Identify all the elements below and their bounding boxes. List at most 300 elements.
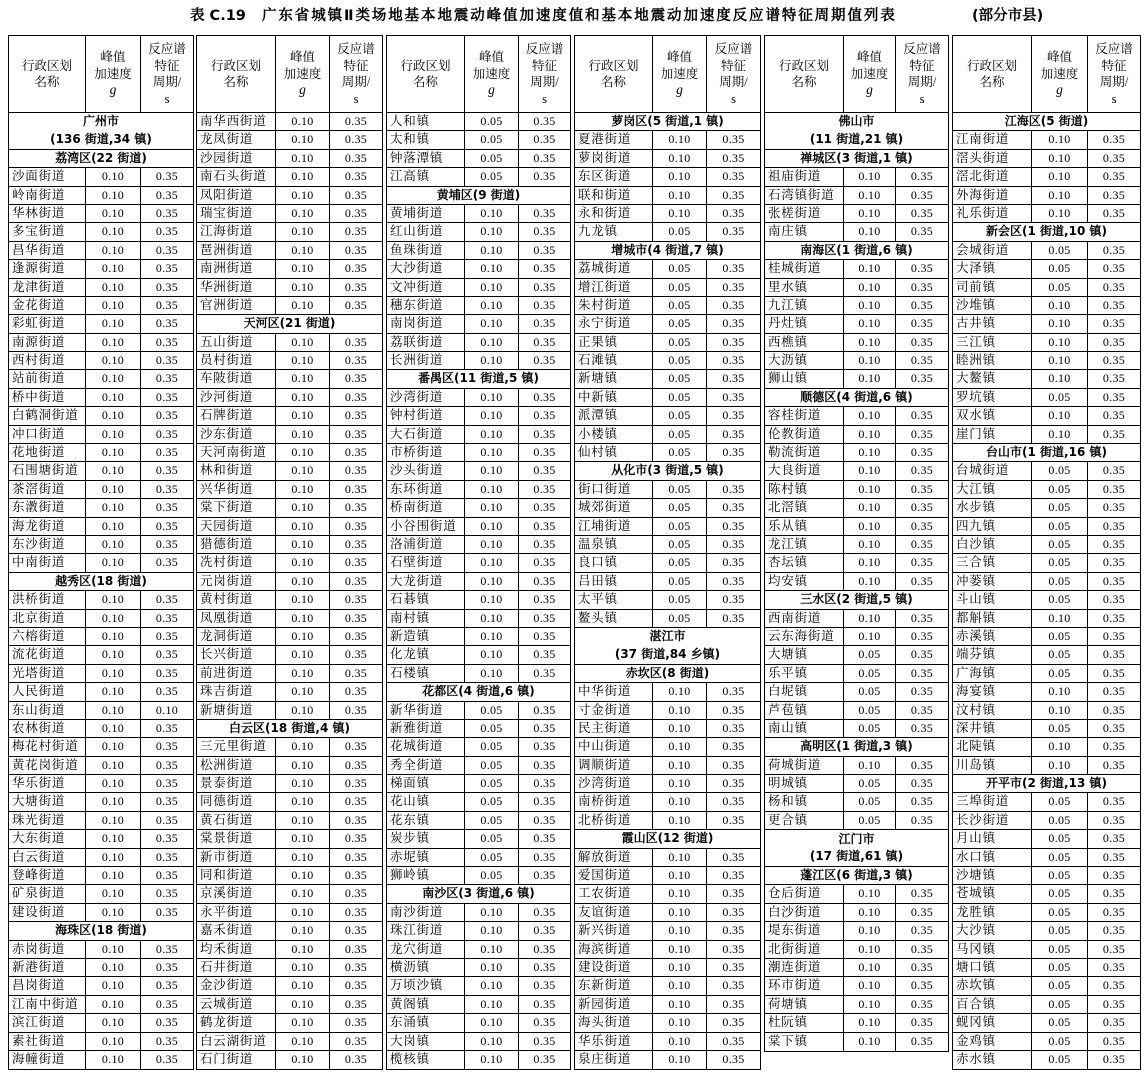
response-period-cell: 0.35 <box>910 720 934 735</box>
peak-acceleration-cell: 0.05 <box>1032 646 1088 663</box>
response-period-cell: 0.35 <box>722 261 745 276</box>
table-row <box>953 1051 1140 1069</box>
response-period-cell: 0.35 <box>344 187 368 202</box>
table-row <box>765 223 948 241</box>
region-name-cell: 沙塘镇 <box>953 867 1032 884</box>
response-period-cell: 0.35 <box>722 371 745 386</box>
table-row <box>387 462 570 480</box>
response-period-cell: 0.35 <box>344 610 368 625</box>
table-row <box>387 426 570 444</box>
district-name: 白云区(18 街道,4 镇) <box>229 720 350 735</box>
peak-acceleration-cell: 0.10 <box>465 389 519 406</box>
table-row <box>953 646 1140 664</box>
response-period-cell: 0.35 <box>910 297 934 312</box>
region-name-cell: 潮连街道 <box>765 959 844 976</box>
peak-acceleration-cell: 0.10 <box>465 426 519 443</box>
region-name-cell: 荷城街道 <box>765 757 844 774</box>
table-row <box>575 131 760 149</box>
district-header-row <box>575 113 760 131</box>
table-row <box>575 757 760 775</box>
table-row <box>387 904 570 922</box>
peak-acceleration-cell: 0.10 <box>276 1014 330 1031</box>
peak-acceleration-cell: 0.05 <box>465 867 519 884</box>
response-period-cell: 0.35 <box>344 739 368 754</box>
region-name-cell: 同和街道 <box>197 867 276 884</box>
region-name-cell: 仓后街道 <box>765 885 844 902</box>
region-name-cell: 大鳌镇 <box>953 370 1032 387</box>
response-period-cell: 0.35 <box>910 555 934 570</box>
region-name-cell: 龙洞街道 <box>197 628 276 645</box>
table-row <box>575 536 760 554</box>
peak-acceleration-cell: 0.05 <box>1032 591 1088 608</box>
peak-acceleration-cell: 0.10 <box>86 481 141 498</box>
table-row <box>765 315 948 333</box>
region-name-cell: 珠江街道 <box>387 922 465 939</box>
peak-acceleration-cell: 0.10 <box>844 352 896 369</box>
response-period-cell: 0.35 <box>910 371 934 386</box>
peak-acceleration-cell: 0.10 <box>86 885 141 902</box>
region-name-cell: 元岗街道 <box>197 573 276 590</box>
region-name-cell: 朱村街道 <box>575 297 653 314</box>
response-period-cell: 0.35 <box>910 1015 934 1030</box>
response-period-cell: 0.35 <box>722 573 745 588</box>
region-name-cell: 昌岗街道 <box>9 977 86 994</box>
region-name-cell: 海龙街道 <box>9 518 86 535</box>
peak-acceleration-cell: 0.05 <box>465 168 519 185</box>
response-period-cell: 0.35 <box>155 537 179 551</box>
table-row <box>9 205 193 223</box>
district-name: 南沙区(3 街道,6 镇) <box>422 886 535 901</box>
table-row <box>197 922 382 940</box>
peak-acceleration-cell: 0.05 <box>465 150 519 167</box>
region-name-cell: 北桥街道 <box>575 812 653 829</box>
response-period-cell: 0.35 <box>533 169 556 184</box>
peak-acceleration-cell: 0.05 <box>844 702 896 719</box>
table-row <box>9 518 193 536</box>
table-row <box>387 720 570 738</box>
region-name-cell: 月山镇 <box>953 830 1032 847</box>
region-name-cell: 永宁街道 <box>575 315 653 332</box>
region-name-cell: 北街街道 <box>765 941 844 958</box>
response-period-cell: 0.35 <box>910 261 934 276</box>
header-period-line: 反应谱 <box>903 42 941 56</box>
table-row <box>9 959 193 977</box>
peak-acceleration-cell: 0.10 <box>653 904 707 921</box>
table-row <box>953 941 1140 959</box>
region-name-cell: 大石街道 <box>387 426 465 443</box>
region-name-cell: 明城镇 <box>765 775 844 792</box>
district-header-row <box>9 150 193 168</box>
response-period-cell: 0.35 <box>344 904 368 919</box>
peak-acceleration-cell: 0.10 <box>465 444 519 461</box>
response-period-cell: 0.35 <box>1102 132 1126 147</box>
district-name: 从化市(3 街道,5 镇) <box>611 463 724 478</box>
table-row <box>575 867 760 885</box>
response-period-cell: 0.35 <box>344 665 368 680</box>
region-name-cell: 苍城镇 <box>953 885 1032 902</box>
response-period-cell: 0.35 <box>722 132 745 147</box>
peak-acceleration-cell: 0.10 <box>844 223 896 240</box>
region-name-cell: 西村街道 <box>9 352 86 369</box>
response-period-cell: 0.35 <box>155 445 179 460</box>
district-header-row <box>953 113 1140 131</box>
response-period-cell: 0.35 <box>344 371 368 386</box>
header-period-line: 特征 <box>909 58 935 73</box>
header-period-cell <box>330 36 382 112</box>
table-row <box>9 793 193 811</box>
table-row <box>197 702 382 720</box>
table-row <box>953 665 1140 683</box>
city-header-row <box>575 628 760 665</box>
table-row <box>953 830 1140 848</box>
table-row <box>953 168 1140 186</box>
header-name-line: 名称 <box>34 75 60 89</box>
table-row <box>197 242 382 260</box>
response-period-cell: 0.35 <box>910 684 934 699</box>
response-period-cell: 0.35 <box>344 224 368 239</box>
peak-acceleration-cell: 0.10 <box>1032 426 1088 443</box>
response-period-cell: 0.10 <box>155 702 179 717</box>
response-period-cell: 0.35 <box>533 1033 556 1048</box>
region-name-cell: 大江镇 <box>953 481 1032 498</box>
peak-acceleration-cell: 0.10 <box>276 352 330 369</box>
response-period-cell: 0.35 <box>722 205 745 220</box>
response-period-cell: 0.35 <box>155 261 179 276</box>
table-number: 表 C.19 <box>190 8 246 24</box>
table-row <box>575 279 760 297</box>
region-name-cell: 秀全街道 <box>387 757 465 774</box>
peak-acceleration-cell: 0.10 <box>844 536 896 553</box>
peak-acceleration-cell: 0.10 <box>465 518 519 535</box>
response-period-cell: 0.35 <box>533 445 556 460</box>
response-period-cell: 0.35 <box>533 297 556 312</box>
header-name-line: 行政区划 <box>210 58 261 73</box>
table-row <box>575 444 760 462</box>
city-subdivision-count: (11 街道,21 镇) <box>809 131 904 146</box>
header-name-line: 行政区划 <box>21 58 72 73</box>
peak-acceleration-cell: 0.10 <box>276 1051 330 1069</box>
region-name-cell: 冲口街道 <box>9 426 86 443</box>
table-row <box>765 536 948 554</box>
table-row <box>387 297 570 315</box>
peak-acceleration-cell: 0.10 <box>465 260 519 277</box>
table-row <box>387 150 570 168</box>
region-name-cell: 金沙街道 <box>197 977 276 994</box>
table-row <box>765 1014 948 1032</box>
peak-acceleration-cell: 0.05 <box>1032 830 1088 847</box>
response-period-cell: 0.35 <box>910 169 934 184</box>
region-name-cell: 南石头街道 <box>197 168 276 185</box>
peak-acceleration-cell: 0.10 <box>844 315 896 332</box>
district-header-row <box>765 591 948 609</box>
table-row <box>387 610 570 628</box>
region-name-cell: 茶滘街道 <box>9 481 86 498</box>
response-period-cell: 0.35 <box>1102 426 1126 441</box>
peak-acceleration-cell: 0.10 <box>86 223 141 240</box>
response-period-cell: 0.35 <box>1102 923 1126 938</box>
region-name-cell: 岭南街道 <box>9 187 86 204</box>
region-name-cell: 祖庙街道 <box>765 168 844 185</box>
header-period-line: s <box>164 91 170 106</box>
region-name-cell: 九江镇 <box>765 297 844 314</box>
region-name-cell: 汶村镇 <box>953 702 1032 719</box>
table-block-1 <box>8 35 194 1070</box>
district-name: 黄埔区(9 街道) <box>436 187 521 202</box>
response-period-cell: 0.35 <box>344 776 368 791</box>
header-peak-line: 峰值 <box>856 50 882 65</box>
header-period-line: 周期/ <box>719 75 748 89</box>
header-peak-line: 加速度 <box>850 66 889 81</box>
district-name: 霞山区(12 街道) <box>621 831 714 846</box>
region-name-cell: 花城街道 <box>387 738 465 755</box>
table-header-row <box>197 36 382 113</box>
region-name-cell: 官洲街道 <box>197 297 276 314</box>
region-name-cell: 前进街道 <box>197 665 276 682</box>
response-period-cell: 0.35 <box>155 389 179 404</box>
response-period-cell: 0.35 <box>155 224 179 239</box>
table-row <box>765 168 948 186</box>
region-name-cell: 大岗镇 <box>387 1033 465 1050</box>
region-name-cell: 赤坭镇 <box>387 849 465 866</box>
peak-acceleration-cell: 0.05 <box>465 793 519 810</box>
peak-acceleration-cell: 0.10 <box>86 315 141 332</box>
region-name-cell: 长兴街道 <box>197 646 276 663</box>
peak-acceleration-cell: 0.10 <box>465 610 519 627</box>
peak-acceleration-cell: 0.10 <box>1032 205 1088 222</box>
peak-acceleration-cell: 0.10 <box>86 554 141 571</box>
response-period-cell: 0.35 <box>910 187 934 202</box>
region-name-cell: 大沙街道 <box>387 260 465 277</box>
region-name-cell: 矿泉街道 <box>9 885 86 902</box>
district-name: 番禺区(11 街道,5 镇) <box>418 371 539 386</box>
table-row <box>387 554 570 572</box>
response-period-cell: 0.35 <box>344 592 368 607</box>
table-row <box>387 518 570 536</box>
peak-acceleration-cell: 0.10 <box>844 444 896 461</box>
header-peak-cell <box>844 36 896 112</box>
table-row <box>197 168 382 186</box>
peak-acceleration-cell: 0.05 <box>844 775 896 792</box>
response-period-cell: 0.35 <box>1102 261 1126 276</box>
response-period-cell: 0.35 <box>155 297 179 312</box>
response-period-cell: 0.35 <box>344 536 368 551</box>
header-peak-line: g <box>109 82 117 98</box>
table-row <box>387 481 570 499</box>
region-name-cell: 三江镇 <box>953 334 1032 351</box>
region-name-cell: 沙头街道 <box>387 462 465 479</box>
region-name-cell: 白云湖街道 <box>197 1033 276 1050</box>
region-name-cell: 荔联街道 <box>387 334 465 351</box>
response-period-cell: 0.35 <box>1102 978 1126 993</box>
table-row <box>387 168 570 186</box>
city-header-row <box>9 113 193 150</box>
region-name-cell: 桥南街道 <box>387 499 465 516</box>
region-name-cell: 九龙镇 <box>575 223 653 240</box>
table-row <box>197 407 382 425</box>
region-name-cell: 深井镇 <box>953 720 1032 737</box>
response-period-cell: 0.35 <box>910 518 934 533</box>
peak-acceleration-cell: 0.10 <box>844 370 896 387</box>
peak-acceleration-cell: 0.10 <box>653 812 707 829</box>
header-peak-cell <box>465 36 519 112</box>
region-name-cell: 云城街道 <box>197 996 276 1013</box>
peak-acceleration-cell: 0.05 <box>465 702 519 719</box>
peak-acceleration-cell: 0.05 <box>465 738 519 755</box>
region-name-cell: 石滩镇 <box>575 352 653 369</box>
response-period-cell: 0.35 <box>722 187 745 202</box>
city-subdivision-count: (17 街道,61 镇) <box>809 849 904 864</box>
response-period-cell: 0.35 <box>155 904 179 919</box>
table-row <box>953 279 1140 297</box>
peak-acceleration-cell: 0.10 <box>276 370 330 387</box>
table-row <box>9 610 193 628</box>
region-name-cell: 三合镇 <box>953 554 1032 571</box>
response-period-cell: 0.35 <box>910 445 934 460</box>
response-period-cell: 0.35 <box>722 518 745 533</box>
table-row <box>953 242 1140 260</box>
response-period-cell: 0.35 <box>1102 1015 1126 1030</box>
table-row <box>387 775 570 793</box>
response-period-cell: 0.35 <box>1102 297 1126 312</box>
peak-acceleration-cell: 0.05 <box>1032 389 1088 406</box>
response-period-cell: 0.35 <box>722 353 745 368</box>
peak-acceleration-cell: 0.10 <box>276 867 330 884</box>
table-row <box>387 959 570 977</box>
header-name-line: 行政区划 <box>588 58 639 73</box>
response-period-cell: 0.35 <box>722 481 745 496</box>
table-row <box>575 518 760 536</box>
peak-acceleration-cell: 0.10 <box>86 1014 141 1031</box>
response-period-cell: 0.35 <box>910 279 934 294</box>
peak-acceleration-cell: 0.10 <box>86 830 141 847</box>
peak-acceleration-cell: 0.10 <box>465 628 519 645</box>
region-name-cell: 南洲街道 <box>197 260 276 277</box>
table-row <box>575 793 760 811</box>
response-period-cell: 0.35 <box>155 1051 179 1066</box>
header-name-cell <box>197 36 276 112</box>
response-period-cell: 0.35 <box>344 114 368 128</box>
table-row <box>765 462 948 480</box>
peak-acceleration-cell: 0.10 <box>844 481 896 498</box>
region-name-cell: 广海镇 <box>953 665 1032 682</box>
table-row <box>953 996 1140 1014</box>
peak-acceleration-cell: 0.10 <box>844 904 896 921</box>
response-period-cell: 0.35 <box>155 353 179 368</box>
region-name-cell: 杏坛镇 <box>765 554 844 571</box>
response-period-cell: 0.35 <box>722 536 745 551</box>
peak-acceleration-cell: 0.10 <box>653 885 707 902</box>
table-row <box>9 646 193 664</box>
response-period-cell: 0.35 <box>533 831 556 846</box>
peak-acceleration-cell: 0.10 <box>86 996 141 1013</box>
response-period-cell: 0.35 <box>1102 849 1126 864</box>
peak-acceleration-cell: 0.05 <box>1032 518 1088 535</box>
table-row <box>765 793 948 811</box>
region-name-cell: 黄石街道 <box>197 812 276 829</box>
response-period-cell: 0.35 <box>910 408 934 423</box>
region-name-cell: 海滨街道 <box>575 941 653 958</box>
region-name-cell: 天园街道 <box>197 518 276 535</box>
response-period-cell: 0.35 <box>533 739 556 754</box>
response-period-cell: 0.35 <box>1102 205 1126 220</box>
peak-acceleration-cell: 0.05 <box>1032 1051 1088 1069</box>
response-period-cell: 0.35 <box>722 812 745 827</box>
region-name-cell: 嘉禾街道 <box>197 922 276 939</box>
table-row <box>387 223 570 241</box>
response-period-cell: 0.35 <box>533 353 556 368</box>
region-name-cell: 大东街道 <box>9 830 86 847</box>
response-period-cell: 0.35 <box>722 978 745 993</box>
peak-acceleration-cell: 0.10 <box>844 279 896 296</box>
region-name-cell: 华洲街道 <box>197 279 276 296</box>
region-name-cell: 华林街道 <box>9 205 86 222</box>
region-name-cell: 横沥镇 <box>387 959 465 976</box>
response-period-cell: 0.35 <box>910 426 934 441</box>
peak-acceleration-cell: 0.05 <box>1032 922 1088 939</box>
table-row <box>953 499 1140 517</box>
peak-acceleration-cell: 0.10 <box>276 297 330 314</box>
peak-acceleration-cell: 0.05 <box>653 481 707 498</box>
header-period-line: 特征 <box>154 58 180 73</box>
table-row <box>387 646 570 664</box>
peak-acceleration-cell: 0.10 <box>465 922 519 939</box>
table-row <box>953 591 1140 609</box>
peak-acceleration-cell: 0.05 <box>653 499 707 516</box>
response-period-cell: 0.35 <box>722 739 745 754</box>
peak-acceleration-cell: 0.05 <box>653 315 707 332</box>
peak-acceleration-cell: 0.10 <box>1032 738 1088 755</box>
peak-acceleration-cell: 0.10 <box>276 444 330 461</box>
region-name-cell: 南沙街道 <box>387 904 465 921</box>
table-row <box>197 370 382 388</box>
table-title: 广东省城镇Ⅱ类场地基本地震动峰值加速度值和基本地震动加速度反应谱特征周期值列表 <box>262 8 897 24</box>
region-name-cell: 六榕街道 <box>9 628 86 645</box>
peak-acceleration-cell: 0.10 <box>844 922 896 939</box>
response-period-cell: 0.35 <box>1102 408 1126 423</box>
response-period-cell: 0.35 <box>533 904 556 919</box>
region-name-cell: 滘头街道 <box>953 150 1032 167</box>
region-name-cell: 大塘街道 <box>9 793 86 810</box>
response-period-cell: 0.35 <box>1102 739 1126 754</box>
peak-acceleration-cell: 0.10 <box>465 499 519 516</box>
table-row <box>953 573 1140 591</box>
response-period-cell: 0.35 <box>344 812 368 827</box>
table-row <box>387 444 570 462</box>
table-row <box>575 315 760 333</box>
peak-acceleration-cell: 0.10 <box>86 536 141 553</box>
response-period-cell: 0.35 <box>1102 610 1126 625</box>
response-period-cell: 0.35 <box>910 610 934 625</box>
header-peak-line: 加速度 <box>660 66 699 81</box>
region-name-cell: 黄阁镇 <box>387 996 465 1013</box>
peak-acceleration-cell: 0.10 <box>653 775 707 792</box>
region-name-cell: 石牌街道 <box>197 407 276 424</box>
peak-acceleration-cell: 0.10 <box>86 205 141 222</box>
response-period-cell: 0.35 <box>344 996 368 1011</box>
table-row <box>575 481 760 499</box>
region-name-cell: 金花街道 <box>9 297 86 314</box>
table-note: (部分市县) <box>972 8 1044 24</box>
response-period-cell: 0.35 <box>910 353 934 368</box>
response-period-cell: 0.35 <box>1102 573 1126 588</box>
peak-acceleration-cell: 0.10 <box>653 959 707 976</box>
table-row <box>9 830 193 848</box>
table-row <box>197 904 382 922</box>
peak-acceleration-cell: 0.05 <box>653 279 707 296</box>
peak-acceleration-cell: 0.05 <box>653 352 707 369</box>
header-period-line: 特征 <box>720 58 746 73</box>
district-header-row <box>575 665 760 683</box>
